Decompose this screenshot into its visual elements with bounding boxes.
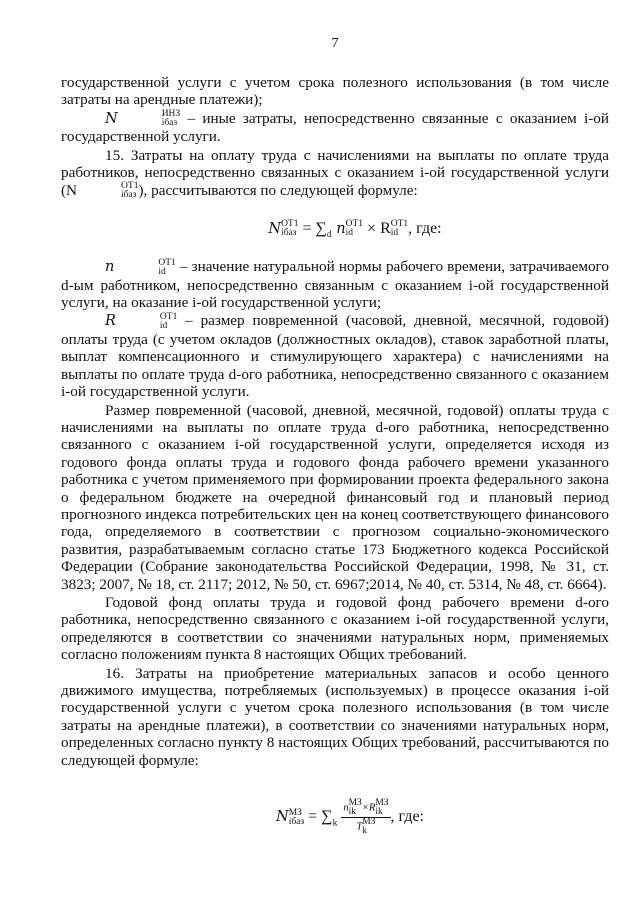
symbol-indices: ИНЗ iбаз xyxy=(161,109,181,129)
page-number: 7 xyxy=(331,36,339,51)
paragraph-16: 16. Затраты на приобретение материальных запасов и особо ценного движимого имущества, потребляемых (используемых) в процессе оказания i-ой государственной услуги с учетом срока полезного использования (в том числе затраты на арендные платежи), в соответствии со значениями натуральных норм, определенных согласно пункту 8 настоящих Общих требований, рассчитываются по следующей формуле: xyxy=(61,664,609,769)
variable-definition-ins: N ИНЗ iбаз – иные затраты, непосредственно связанные с оказанием i-ой государственной услуги. xyxy=(61,109,609,146)
paragraph-continuation: государственной услуги с учетом срока полезного использования (в том числе затраты на арендные платежи); xyxy=(61,74,609,109)
paragraph-wage-size: Размер повременной (часовой, дневной, месячной, годовой) оплаты труда с начислениями на выплаты по оплате труда d-ого работника, непосредственно связанного с оказанием i-ой государственной услуги, определяется исходя из годового фонда оплаты труда и годового фонда рабочего времени указанного работника с учетом применяемого при формировании проекта федерального закона о федеральном бюджете на очередной финансовый год и плановый период прогнозного индекса потребительских цен на конец соответствующего финансового года, определяемого в соответствии с прогнозом социально-экономического развития, разрабатываемым согласно статье 173 Бюджетного кодекса Российской Федерации (Собрание законодательства Российской Федерации, 1998, № 31, ст. 3823; 2007, № 18, ст. 2117; 2012, № 50, ст. 6967;2014, № 40, ст. 5314, № 48, ст. 6664). xyxy=(61,401,609,593)
symbol-indices: ОТ1 iбаз xyxy=(121,181,139,201)
variable-definition-n: n ОТ1 id – значение натуральной нормы рабочего времени, затрачиваемого d-ым работником, непосредственно связанным с оказанием i-ой государственной услуги, на оказание i-ой государственной услуги; xyxy=(61,257,609,311)
variable-definition-r: R ОТ1 id – размер повременной (часовой, дневной, месячной, годовой) оплаты труда (с учетом окладов (должностных окладов), ставок заработной платы, выплат компенсационного и стимулирующего характера) с начислениями на выплаты по оплате труда d-ого работника, непосредственно связанного с оказанием i-ой государственной услуги. xyxy=(61,311,609,401)
symbol-n-ins: N xyxy=(105,110,118,127)
formula-material-costs: N МЗ iбаз = $\sum_k$ n МЗ ik ×R МЗ ik T МЗ k , где: xyxy=(276,798,424,837)
fraction: n МЗ ik ×R МЗ ik T МЗ k xyxy=(343,798,389,837)
paragraph-annual-fund: Годовой фонд оплаты труда и годовой фонд рабочего времени d-ого работника, непосредственно связанного с оказанием i-ой государственной услуги, определяются в соответствии со значениями натуральных норм, применяемых согласно положениям пункта 8 настоящих Общих требований. xyxy=(61,594,609,664)
paragraph-15: 15. Затраты на оплату труда с начислениями на выплаты по оплате труда работников, непосредственно связанных с оказанием i-ой государственной услуги (N ОТ1 iбаз ), рассчитываются по следующей формуле: xyxy=(61,146,609,201)
formula-labor-costs: N ОТ1 iбаз = $\sum_d$ n ОТ1 id × R ОТ1 id , где: xyxy=(268,219,442,241)
